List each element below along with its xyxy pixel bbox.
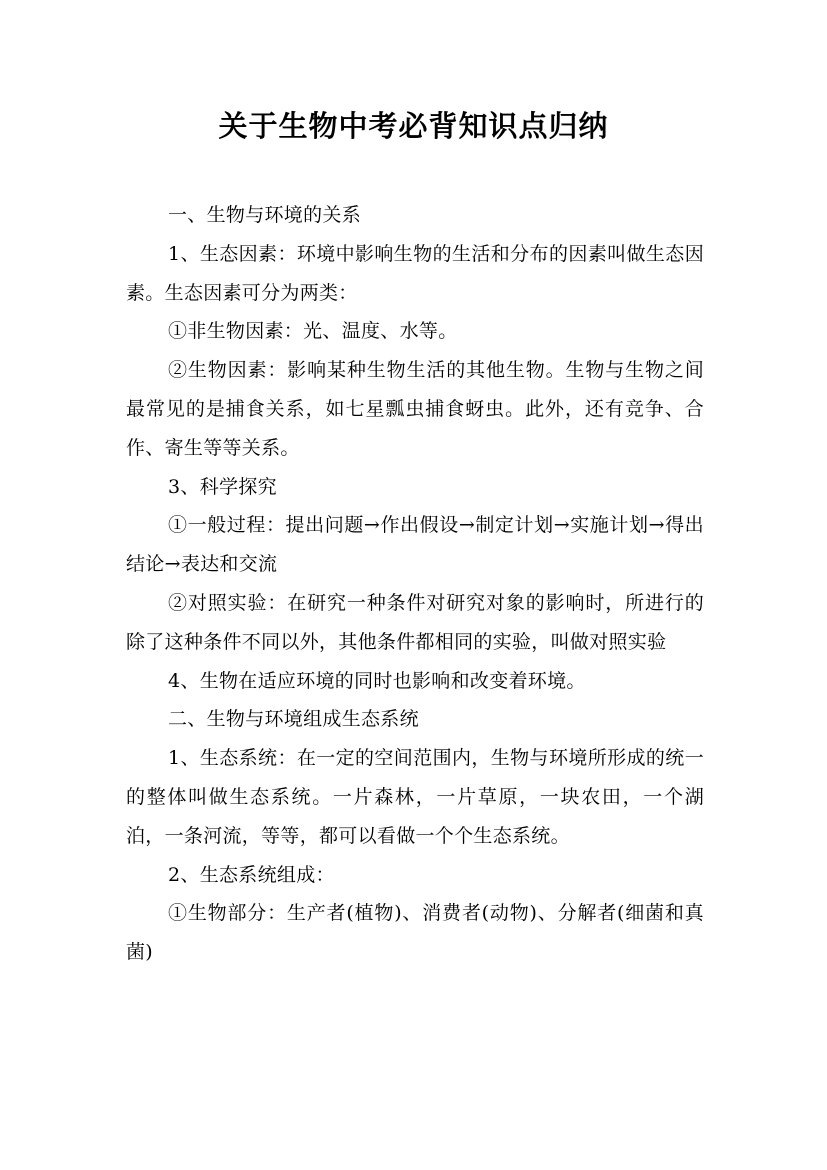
paragraph: 1、生态系统：在一定的空间范围内，生物与环境所形成的统一的整体叫做生态系统。一片森林，一片草原，一块农田，一个湖泊，一条河流，等等，都可以看做一个个生态系统。 <box>126 747 704 847</box>
paragraph: 3、科学探究 <box>168 475 277 498</box>
paragraph: ②生物因素：影响某种生物生活的其他生物。生物与生物之间最常见的是捕食关系，如七星瓢虫捕食蚜虫。此外，还有竞争、合作、寄生等等关系。 <box>126 359 704 459</box>
paragraph: ②对照实验：在研究一种条件对研究对象的影响时，所进行的除了这种条件不同以外，其他条件都相同的实验，叫做对照实验 <box>126 591 704 653</box>
paragraph: 2、生态系统组成： <box>168 863 335 886</box>
document-body <box>126 196 704 972</box>
paragraph: ①非生物因素：光、温度、水等。 <box>168 320 458 343</box>
section-heading-2: 二、生物与环境组成生态系统 <box>168 708 419 731</box>
paragraph: ①一般过程：提出问题→作出假设→制定计划→实施计划→得出结论→表达和交流 <box>126 514 704 576</box>
paragraph: 4、生物在适应环境的同时也影响和改变着环境。 <box>168 669 586 692</box>
paragraph: ①生物部分：生产者(植物)、消费者(动物)、分解者(细菌和真菌) <box>126 902 704 964</box>
section-heading-1: 一、生物与环境的关系 <box>168 204 362 226</box>
document-title: 关于生物中考必背知识点归纳 <box>218 109 609 143</box>
paragraph: 1、生态因素：环境中影响生物的生活和分布的因素叫做生态因素。生态因素可分为两类： <box>126 242 704 304</box>
